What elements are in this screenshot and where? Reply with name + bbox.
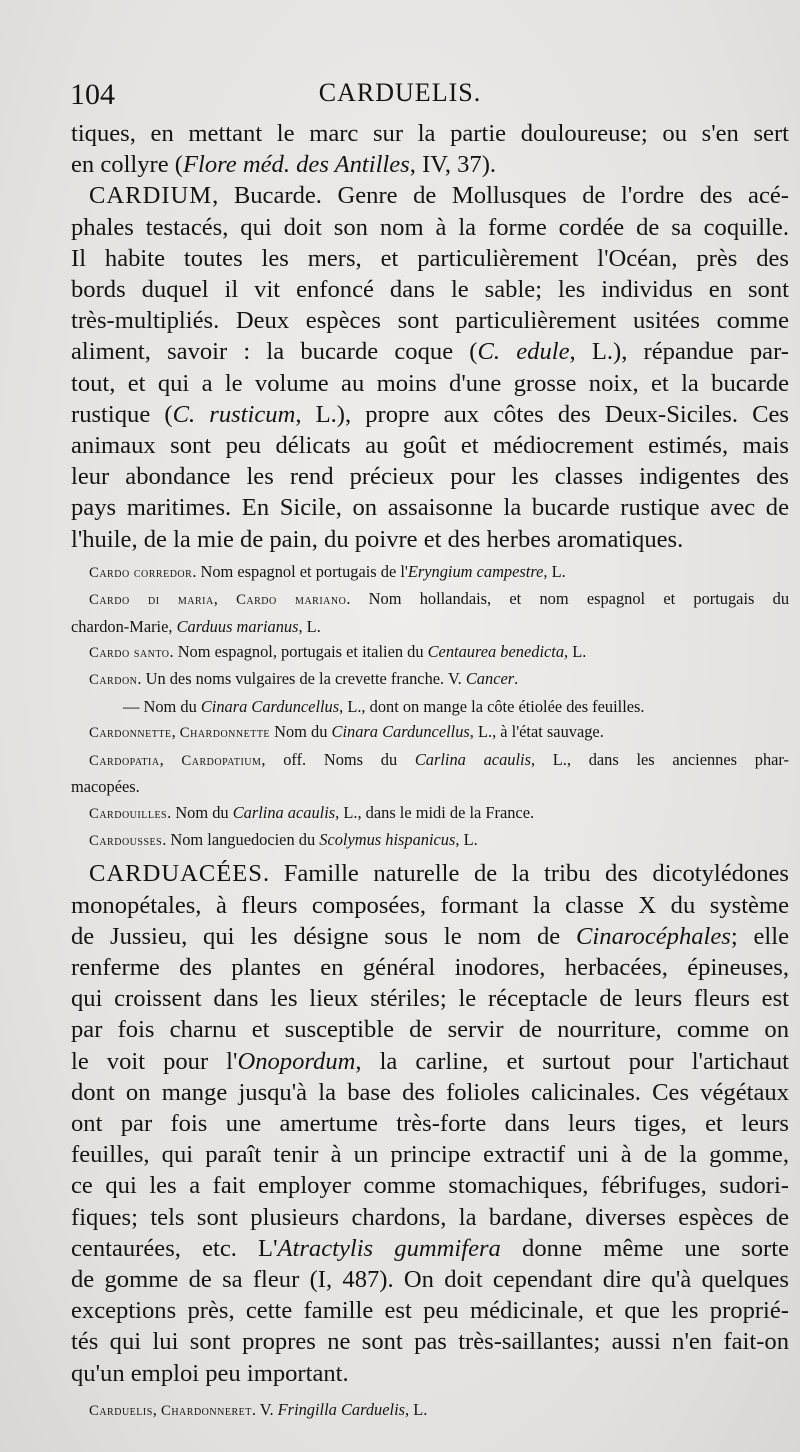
text-line: centaurées, etc. L'Atractylis gummifera donne même une sorte [71, 1234, 789, 1262]
text-line: en collyre (Flore méd. des Antilles, IV, 37). [71, 151, 497, 179]
minor-entry-cont: chardon-Marie, Carduus marianus, L. [71, 616, 321, 636]
text-line: exceptions près, cette famille est peu médicinale, et que les proprié- [71, 1297, 789, 1325]
text-line: phales testacés, qui doit son nom à la forme cordée de sa coquille. [71, 213, 789, 241]
text-line: tiques, en mettant le marc sur la partie douloureuse; ou s'en sert [71, 120, 789, 147]
text-line: fiques; tels sont plusieurs chardons, la bardane, diverses espèces de [71, 1203, 789, 1231]
page-body [71, 118, 789, 1424]
text-line: Il habite toutes les mers, et particulièrement l'Océan, près des [71, 244, 789, 272]
text-line: feuilles, qui paraît tenir à un principe extractif uni à de la gomme, [71, 1141, 789, 1169]
page-header [70, 78, 730, 118]
entry-heading: CARDIUM [89, 182, 213, 210]
text-line: dont on mange jusqu'à la base des folioles calicinales. Ces végétaux [71, 1078, 789, 1106]
text-line: qui croissent dans les lieux stériles; le réceptacle de leurs fleurs est [71, 985, 789, 1013]
minor-entry: Cardo corredor. Nom espagnol et portugais de l'Eryngium campestre, L. [89, 561, 566, 581]
text-line: l'huile, de la mie de pain, du poivre et des herbes aromatiques. [71, 525, 684, 553]
text-line: leur abondance les rend précieux pour les classes indigentes des [71, 463, 789, 491]
text-line: de gomme de sa fleur (I, 487). On doit cependant dire qu'à quelques [71, 1265, 789, 1293]
text-line: très-multipliés. Deux espèces sont particulièrement usitées comme [71, 307, 789, 335]
entry-carduacees [71, 858, 789, 1388]
text-line: CARDUACÉES. Famille naturelle de la tribu des dicotylédones [89, 860, 789, 888]
text-line: le voit pour l'Onopordum, la carline, et surtout pour l'artichaut [71, 1047, 789, 1075]
text-line: ont par fois une amertume très-forte dans leurs tiges, et leurs [71, 1109, 789, 1137]
text-line: rustique (C. rusticum, L.), propre aux côtes des Deux-Siciles. Ces [71, 400, 789, 428]
running-head: CARDUELIS. [318, 78, 482, 107]
minor-entry: Cardouilles. Nom du Carlina acaulis, L., dans le midi de la France. [89, 802, 535, 822]
minor-entry: Cardo di maria, Cardo mariano. Nom hollandais, et nom espagnol et portugais du [89, 589, 789, 609]
minor-entry: — Nom du Cinara Carduncellus, L., dont on mange la côte étiolée des feuilles. [123, 696, 645, 716]
text-line: bords duquel il vit enfoncé dans le sable; les individus en sont [71, 276, 789, 304]
minor-entry: Cardopatia, Cardopatium, off. Noms du Carlina acaulis, L., dans les anciennes phar- [89, 749, 789, 769]
text-line: tout, et qui a le volume au moins d'une grosse noix, et la bucarde [71, 369, 789, 397]
text-line: tés qui lui sont propres ne sont pas très-saillantes; aussi n'en fait-on [71, 1328, 789, 1356]
entry-cardium [71, 180, 789, 554]
text-line: de Jussieu, qui les désigne sous le nom de Cinarocéphales; elle [71, 922, 789, 950]
minor-entry: Carduelis, Chardonneret. V. Fringilla Carduelis, L. [89, 1399, 428, 1419]
text-line: monopétales, à fleurs composées, formant la classe X du système [71, 891, 789, 919]
minor-entries [71, 559, 789, 854]
minor-entry-cont: macopées. [71, 777, 140, 797]
text-line: animaux sont peu délicats au goût et médiocrement estimés, mais [71, 432, 789, 460]
page-number: 104 [70, 78, 115, 111]
minor-entry: Cardo santo. Nom espagnol, portugais et italien du Centaurea benedicta, L. [89, 642, 587, 662]
text-line: pays maritimes. En Sicile, on assaisonne la bucarde rustique avec de [71, 494, 789, 522]
minor-entry: Cardonnette, Chardonnette Nom du Cinara Carduncellus, L., à l'état sauvage. [89, 722, 604, 742]
text-line: qu'un emploi peu important. [71, 1359, 349, 1387]
text-line: CARDIUM, Bucarde. Genre de Mollusques de l'ordre des acé- [89, 182, 789, 210]
text-line: renferme des plantes en général inodores, herbacées, épineuses, [71, 953, 789, 981]
entry-heading: CARDUACÉES [89, 860, 263, 888]
text-line: ce qui les a fait employer comme stomachiques, fébrifuges, sudori- [71, 1172, 789, 1200]
minor-entry: Cardousses. Nom languedocien du Scolymus hispanicus, L. [89, 829, 478, 849]
minor-entry: Cardon. Un des noms vulgaires de la crevette franche. V. Cancer. [89, 669, 519, 689]
text-line: aliment, savoir : la bucarde coque (C. edule, L.), répandue par- [71, 338, 789, 366]
text-line: par fois charnu et susceptible de servir de nourriture, comme on [71, 1016, 789, 1044]
